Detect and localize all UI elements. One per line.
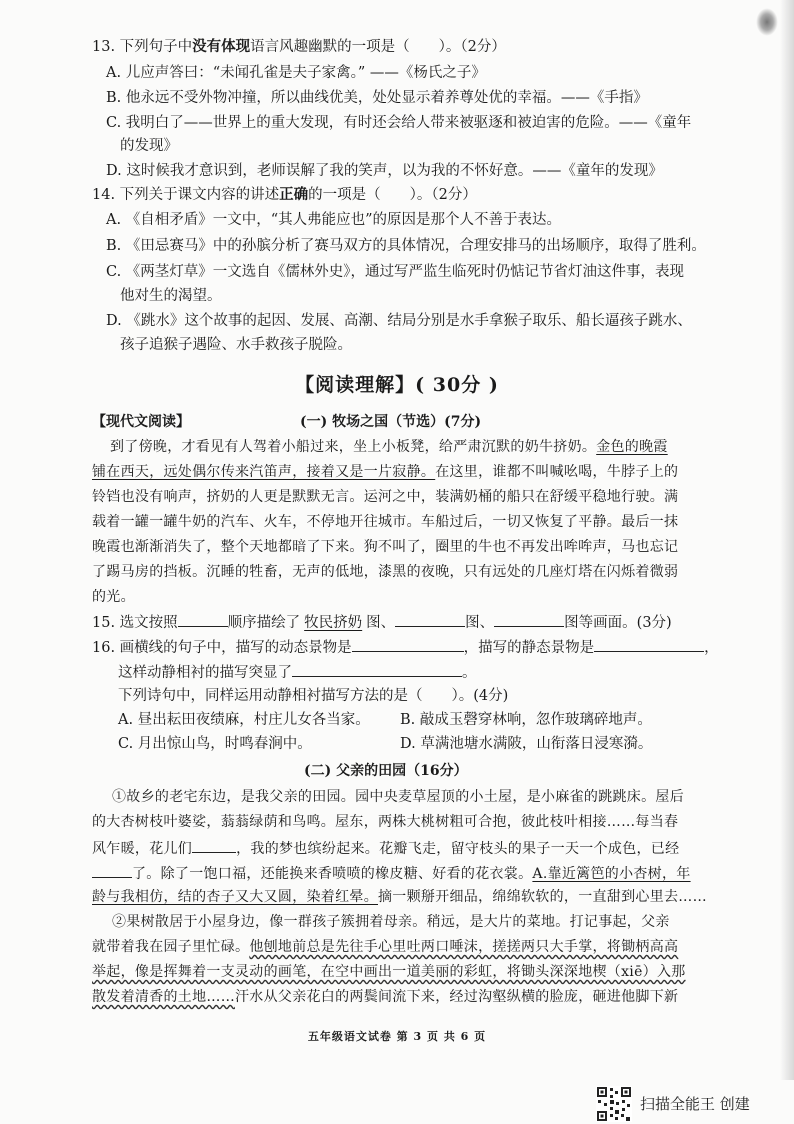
modern-reading-label: 【现代文阅读】	[92, 414, 190, 430]
page-footer: 五年级语文试卷 第 3 页 共 6 页	[307, 1030, 487, 1043]
passage1-underlined-1: 金色的晚霞	[596, 439, 668, 455]
passage2-line9-b: 汗水从父亲花白的两鬓间流下来，经过沟壑纵横的脸庞，砸进他脚下新	[235, 989, 679, 1005]
q14-stem-b: 的一项是（ ）。（2分）	[308, 187, 477, 203]
q14-option-d-line1: D. 《跳水》这个故事的起因、发展、高潮、结局分别是水手拿猴子取乐、船长逼孩子跳水、	[106, 313, 692, 329]
q16-option-d: D. 草满池塘水满陂，山衔落日浸寒漪。	[400, 736, 653, 752]
q14-option-d-line2: 孩子追猴子遇险、水手救孩子脱险。	[120, 337, 352, 353]
q16-blank-effect[interactable]	[292, 661, 462, 677]
q15-text-b: 顺序描绘了	[227, 615, 301, 631]
passage2-line3-b: ，我的梦也缤纷起来。花瓣飞走，留守枝头的果子一天一个成色，已经	[236, 841, 680, 857]
q13-option-b: B. 他永远不受外物冲撞，所以曲线优美，处处显示着养尊处优的幸福。——《手指》	[106, 90, 648, 106]
q13-option-d: D. 这时候我才意识到，老师误解了我的笑声，以为我的不怀好意。——《童年的发现》	[106, 163, 663, 179]
passage2-line7-a: 就带着我在园子里忙碌。	[92, 939, 250, 955]
passage1-line7: 的光。	[92, 589, 135, 605]
passage2-line5-underlined: 龄与我相仿，结的杏子又大又圆，染着红晕。	[92, 889, 378, 905]
q15-blank-3[interactable]	[494, 611, 564, 627]
q14-stem-emphasis: 正确	[279, 186, 309, 203]
passage1-line3: 铃铛也没有响声，挤奶的人更是默默无言。运河之中，装满奶桶的船只在舒缓平稳地行驶。满	[92, 489, 679, 505]
scanner-watermark: 扫描全能王 创建	[640, 1095, 750, 1113]
q15-blank-order[interactable]	[178, 611, 228, 627]
q15	[92, 611, 672, 633]
passage2-line8-wavy: 举起，像是挥舞着一支灵动的画笔，在空中画出一道美丽的彩虹，将锄头深深地楔（xiē）入那	[92, 964, 686, 980]
passage1-line6: 了踢马房的挡板。沉睡的牲畜，无声的低地，漆黑的夜晚，只有远处的几座灯塔在闪烁着微弱	[92, 564, 679, 580]
passage1-line1-text: 到了傍晚，才看见有人驾着小船过来，坐上小板凳，给严肃沉默的奶牛挤奶。	[110, 439, 597, 455]
q15-text-c: 图、	[366, 615, 396, 631]
q13-stem-a: 13. 下列句子中	[92, 39, 193, 55]
passage2-line4-a: 了。除了一饱口福，还能换来香喷喷的橡皮糖、好看的花衣裳。	[132, 866, 533, 882]
passage1-line2-text: 在这里，谁都不叫喊吆喝，牛脖子上的	[435, 464, 679, 480]
page-edge-shadow	[780, 0, 794, 1080]
passage2-title: (二) 父亲的田园（16分）	[304, 763, 468, 779]
passage2-line7-wavy: 他刨地前总是先往手心里吐两口唾沫，搓搓两只大手掌，将锄柄高高	[249, 939, 679, 955]
q15-text-d: 图、	[465, 615, 495, 631]
section-title-reading: 【阅读理解】( 30分 )	[295, 374, 499, 396]
q13-option-c-line1: C. 我明白了——世界上的重大发现，有时还会给人带来被驱逐和被迫害的危险。——《童年	[106, 115, 692, 131]
q16-option-b: B. 敲成玉磬穿林响，忽作玻璃碎地声。	[400, 712, 652, 728]
passage2-blank-1[interactable]	[192, 837, 236, 853]
q16-line2	[118, 661, 477, 683]
passage2-line6: ②果树散居于小屋身边，像一群孩子簇拥着母亲。稍远，是大片的菜地。打记事起，父亲	[112, 914, 670, 930]
passage2-line2: 的大杏树枝叶婆娑，蓊蓊绿荫和鸟鸣。屋东，两株大桃树粗可合抱，彼此枝叶相接……每当春	[92, 814, 679, 830]
q16-text-e: 。	[462, 665, 477, 681]
q14-stem	[92, 185, 477, 205]
qr-code-icon	[596, 1086, 632, 1122]
passage2-line7	[92, 937, 678, 957]
q16-line3: 下列诗句中，同样运用动静相衬描写方法的是（ ）。(4分)	[118, 688, 509, 704]
q14-option-c-line2: 他对生的渴望。	[120, 288, 222, 304]
passage2-line1: ①故乡的老宅东边，是我父亲的田园。园中央麦草屋顶的小土屋，是小麻雀的跳跳床。屋后	[112, 789, 684, 805]
q13-stem-emphasis: 没有体现	[192, 38, 251, 55]
q15-text-e: 图等画面。(3分)	[564, 615, 672, 631]
passage2-line4	[92, 862, 691, 884]
passage2-blank-2[interactable]	[92, 862, 132, 878]
q13-option-a: A. 儿应声答曰：“未闻孔雀是夫子家禽。” ——《杨氏之子》	[106, 65, 486, 81]
passage2-line5	[92, 887, 707, 907]
q15-filled-example: 牧民挤奶	[304, 615, 363, 631]
q16-blank-dynamic[interactable]	[352, 636, 464, 652]
q16-blank-static[interactable]	[594, 636, 704, 652]
q13-option-c-line2: 的发现》	[120, 138, 178, 154]
q16-option-c: C. 月出惊山鸟，时鸣春涧中。	[118, 736, 312, 752]
q16-text-a: 16. 画横线的句子中，描写的动态景物是	[92, 640, 352, 656]
passage2-line9	[92, 987, 678, 1007]
passage2-line4-underlined: A.靠近篱笆的小杏树，年	[532, 866, 691, 882]
q15-blank-2[interactable]	[395, 611, 465, 627]
q15-text-a: 15. 选文按照	[92, 615, 178, 631]
passage1-underlined-2: 铺在西天，远处偶尔传来汽笛声，接着又是一片寂静。	[92, 464, 436, 480]
q14-stem-a: 14. 下列关于课文内容的讲述	[92, 187, 280, 203]
scan-speck	[756, 8, 778, 36]
q14-option-a: A. 《自相矛盾》一文中，“其人弗能应也”的原因是那个人不善于表达。	[106, 212, 562, 228]
passage1-line5: 晚霞也渐渐消失了，整个天地都暗了下来。狗不叫了，圈里的牛也不再发出哞哞声，马也忘记	[92, 539, 679, 555]
passage2-line3-a: 风乍暖，花儿们	[92, 841, 193, 857]
passage1-title: (一) 牧场之国（节选）(7分)	[300, 414, 482, 430]
q13-stem	[92, 37, 506, 57]
q13-stem-b: 语言风趣幽默的一项是（ ）。（2分）	[250, 39, 506, 55]
passage1-line4: 载着一罐一罐牛奶的汽车、火车，不停地开往城市。车船过后，一切又恢复了平静。最后一抹	[92, 514, 679, 530]
passage2-line5-b: 摘一颗掰开细品，绵绵软软的，一直甜到心里去……	[378, 889, 707, 905]
passage2-line3	[92, 837, 679, 859]
q16-text-c: ，	[704, 640, 719, 656]
passage2-line9-wavy: 散发着清香的土地……	[92, 989, 235, 1005]
q16-text-d: 这样动静相衬的描写突显了	[118, 665, 292, 681]
q16-text-b: ，描写的静态景物是	[463, 640, 595, 656]
q16-option-a: A. 昼出耘田夜绩麻，村庄儿女各当家。	[118, 712, 370, 728]
passage1-line1	[110, 437, 668, 457]
q14-option-b: B. 《田忌赛马》中的孙膑分析了赛马双方的具体情况，合理安排马的出场顺序，取得了胜利。	[106, 238, 706, 254]
passage1-line2	[92, 462, 678, 482]
q14-option-c-line1: C. 《两茎灯草》一文选自《儒林外史》，通过写严监生临死时仍惦记节省灯油这件事，表现	[106, 264, 685, 280]
q16-line1	[92, 636, 719, 658]
